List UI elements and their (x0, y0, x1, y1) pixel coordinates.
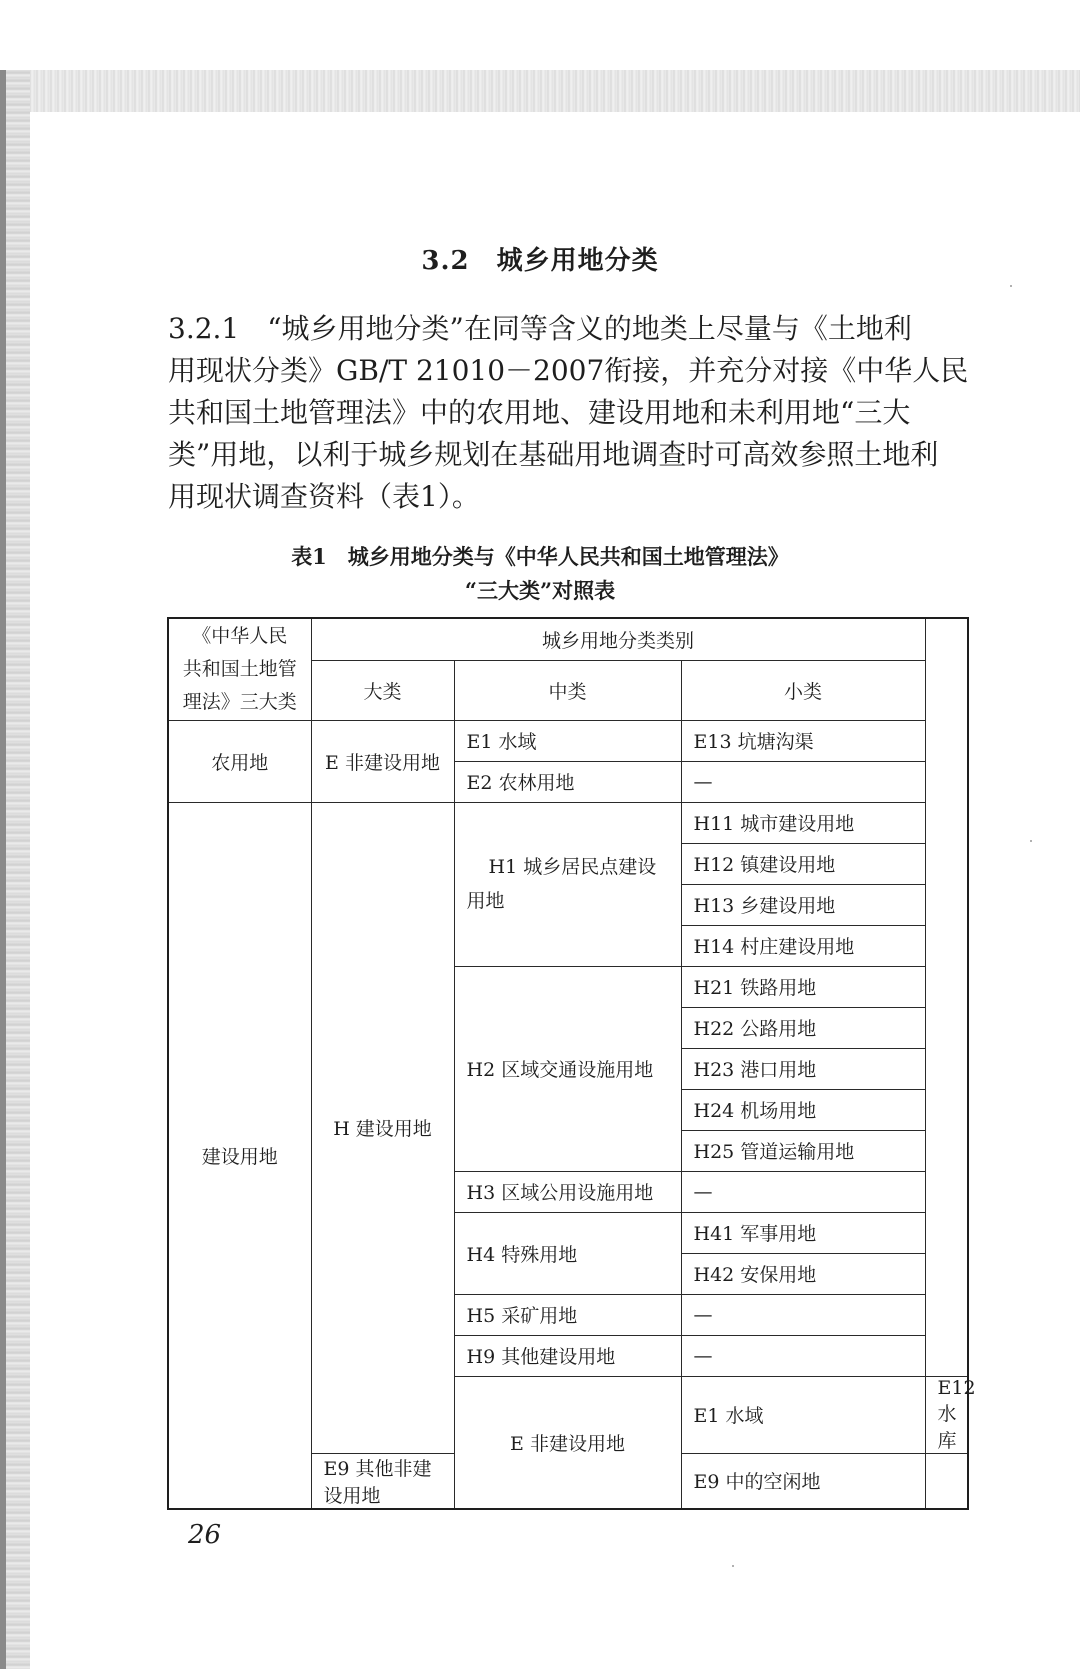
header-urban-rural-category: 城乡用地分类类别 (311, 618, 925, 660)
paragraph-line: 用现状分类》GB/T 21010－2007衔接，并充分对接《中华人民 (168, 354, 969, 387)
table-caption-subtitle: “三大类”对照表 (464, 578, 616, 603)
minor-cell: H14 村庄建设用地 (681, 925, 925, 966)
minor-cell: H11 城市建设用地 (681, 802, 925, 843)
minor-cell: H25 管道运输用地 (681, 1130, 925, 1171)
minor-cell: — (681, 1294, 925, 1335)
land-use-comparison-table (167, 617, 976, 1510)
table-caption: 表1 城乡用地分类与《中华人民共和国土地管理法》 (291, 544, 789, 569)
minor-cell: — (681, 1171, 925, 1212)
medium-h2: H2 区域交通设施用地 (454, 966, 681, 1171)
medium-text: H1 城乡居民点建设 (488, 856, 657, 878)
major-e-nonconstruction-2: E 非建设用地 (454, 1376, 681, 1509)
section-title: 3.2 城乡用地分类 (421, 246, 659, 276)
minor-cell: H24 机场用地 (681, 1089, 925, 1130)
page-number: 26 (188, 1520, 222, 1550)
minor-cell: E12 水库 (925, 1376, 968, 1453)
minor-cell: H21 铁路用地 (681, 966, 925, 1007)
header-text: 共和国土地管 (182, 657, 297, 680)
law-agricultural: 农用地 (168, 720, 311, 802)
medium-h9: H9 其他建设用地 (454, 1335, 681, 1376)
minor-cell: H22 公路用地 (681, 1007, 925, 1048)
paragraph-line: 用现状调查资料（表1）。 (168, 480, 480, 513)
major-e-nonconstruction: E 非建设用地 (311, 720, 454, 802)
minor-cell: E13 坑塘沟渠 (681, 720, 925, 761)
header-law-categories (168, 618, 311, 720)
medium-cell: E9 其他非建设用地 (311, 1453, 454, 1509)
paragraph-line: 类”用地，以利于城乡规划在基础用地调查时可高效参照土地利 (168, 438, 939, 471)
law-construction: 建设用地 (168, 802, 311, 1509)
minor-cell: — (681, 761, 925, 802)
minor-cell: H12 镇建设用地 (681, 843, 925, 884)
scan-speck (732, 1565, 734, 1567)
minor-cell: H23 港口用地 (681, 1048, 925, 1089)
medium-h4: H4 特殊用地 (454, 1212, 681, 1294)
header-major: 大类 (311, 660, 454, 720)
medium-cell: E1 水域 (681, 1376, 925, 1453)
medium-h1 (454, 802, 681, 966)
paragraph-3-2-1 (168, 308, 968, 518)
header-text: 《中华人民 (192, 624, 288, 647)
scan-edge (0, 70, 6, 1669)
medium-cell: E2 农林用地 (454, 761, 681, 802)
minor-cell: E9 中的空闲地 (681, 1453, 925, 1509)
minor-cell: — (681, 1335, 925, 1376)
minor-cell: H13 乡建设用地 (681, 884, 925, 925)
minor-cell: H42 安保用地 (681, 1253, 925, 1294)
minor-cell: H41 军事用地 (681, 1212, 925, 1253)
medium-text: 用地 (466, 890, 505, 912)
medium-cell: E1 水域 (454, 720, 681, 761)
medium-h5: H5 采矿用地 (454, 1294, 681, 1335)
scan-shadow-top (0, 70, 1080, 112)
medium-h3: H3 区域公用设施用地 (454, 1171, 681, 1212)
scan-speck (1010, 285, 1012, 287)
paragraph-line: 3.2.1 “城乡用地分类”在同等含义的地类上尽量与《土地利 (168, 312, 912, 345)
major-h-construction: H 建设用地 (311, 802, 454, 1453)
scan-speck (1030, 840, 1032, 842)
header-minor: 小类 (681, 660, 925, 720)
paragraph-line: 共和国土地管理法》中的农用地、建设用地和未利用地“三大 (168, 396, 911, 429)
header-medium: 中类 (454, 660, 681, 720)
header-text: 理法》三大类 (182, 690, 297, 713)
